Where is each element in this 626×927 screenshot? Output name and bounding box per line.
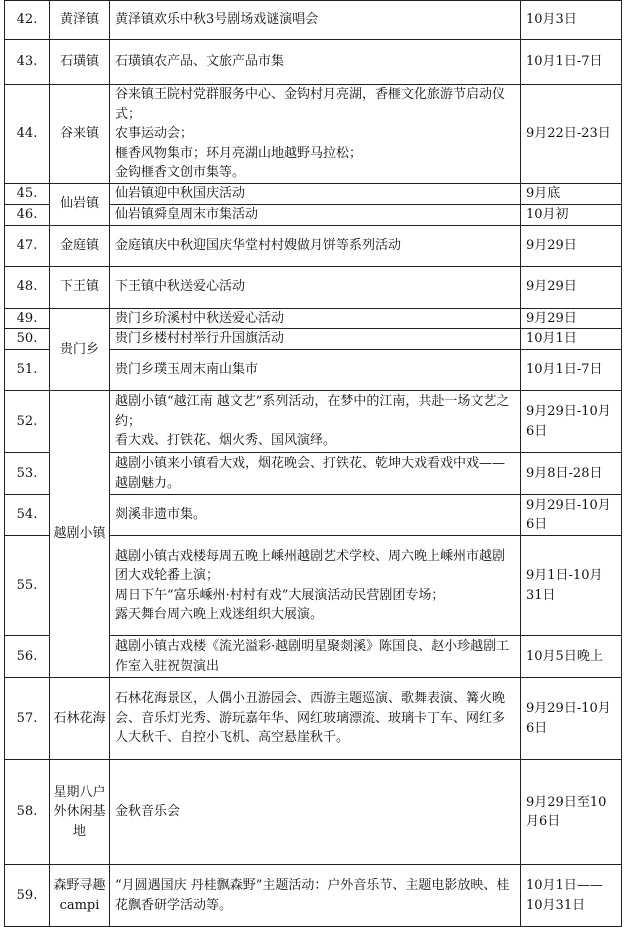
event-cell: 黄泽镇欢乐中秋3号剧场戏谜演唱会 <box>110 1 521 40</box>
township-cell: 贵门乡 <box>50 308 110 391</box>
township-cell: 下王镇 <box>50 266 110 308</box>
table-row <box>5 85 622 184</box>
row-number: 48. <box>5 266 50 308</box>
row-number: 51. <box>5 350 50 391</box>
row-number: 56. <box>5 636 50 678</box>
table-row <box>5 678 622 760</box>
township-cell: 森野寻趣campi <box>50 865 110 927</box>
date-cell: 10月1日-7日 <box>521 350 622 391</box>
date-cell: 9月1日-10月31日 <box>521 536 622 636</box>
date-cell: 9月29日-10月6日 <box>521 495 622 536</box>
date-cell: 9月8日-28日 <box>521 453 622 495</box>
event-cell: “月圆遇国庆 丹桂飘森野”主题活动：户外音乐节、主题电影放映、桂花飘香研学活动等。 <box>110 865 521 927</box>
table-row <box>5 308 622 329</box>
date-cell: 9月29日 <box>521 266 622 308</box>
event-cell: 仙岩镇迎中秋国庆活动 <box>110 183 521 204</box>
date-cell: 9月29日 <box>521 308 622 329</box>
row-number: 59. <box>5 865 50 927</box>
event-cell: 金秋音乐会 <box>110 760 521 865</box>
date-cell: 10月初 <box>521 204 622 225</box>
event-cell: 下王镇中秋送爱心活动 <box>110 266 521 308</box>
row-number: 54. <box>5 495 50 536</box>
date-cell: 10月3日 <box>521 1 622 40</box>
date-cell: 10月1日 <box>521 329 622 350</box>
date-cell: 9月29日-10月6日 <box>521 391 622 453</box>
event-cell: 贵门乡璞玉周末南山集市 <box>110 350 521 391</box>
event-cell: 越剧小镇“越江南 越文艺”系列活动，在梦中的江南，共赴一场文艺之约； 看大戏、打铁花、烟火秀、国风演绎。 <box>110 391 521 453</box>
event-cell: 贵门乡玠溪村中秋送爱心活动 <box>110 308 521 329</box>
table-row <box>5 266 622 308</box>
event-cell: 谷来镇王院村党群服务中心、金钩村月亮湖，香榧文化旅游节启动仪式； 农事运动会； 榧香风物集市；环月亮湖山地越野马拉松； 金钩榧香文创市集等。 <box>110 85 521 184</box>
table-row <box>5 40 622 85</box>
row-number: 49. <box>5 308 50 329</box>
row-number: 46. <box>5 204 50 225</box>
event-cell: 越剧小镇古戏楼《流光溢彩·越剧明星聚剡溪》陈国良、赵小珍越剧工作室入驻祝贺演出 <box>110 636 521 678</box>
event-cell: 仙岩镇舜皇周末市集活动 <box>110 204 521 225</box>
table-row <box>5 183 622 204</box>
row-number: 53. <box>5 453 50 495</box>
event-cell: 石璜镇农产品、文旅产品市集 <box>110 40 521 85</box>
date-cell: 9月22日-23日 <box>521 85 622 184</box>
date-cell: 10月1日-7日 <box>521 40 622 85</box>
township-cell: 石璜镇 <box>50 40 110 85</box>
township-cell: 仙岩镇 <box>50 183 110 225</box>
event-cell: 剡溪非遗市集。 <box>110 495 521 536</box>
table-row <box>5 225 622 266</box>
row-number: 57. <box>5 678 50 760</box>
event-cell: 贵门乡楼村村举行升国旗活动 <box>110 329 521 350</box>
township-cell: 石林花海 <box>50 678 110 760</box>
date-cell: 9月底 <box>521 183 622 204</box>
event-cell: 金庭镇庆中秋迎国庆华堂村村嫂做月饼等系列活动 <box>110 225 521 266</box>
township-cell: 越剧小镇 <box>50 391 110 678</box>
row-number: 55. <box>5 536 50 636</box>
row-number: 44. <box>5 85 50 184</box>
event-cell: 石林花海景区，人偶小丑游园会、西游主题巡演、歌舞表演、篝火晚会、音乐灯光秀、游玩嘉年华、网红玻璃漂流、玻璃卡丁车、网红多人大秋千、自控小飞机、高空悬崖秋千。 <box>110 678 521 760</box>
row-number: 45. <box>5 183 50 204</box>
date-cell: 10月5日晚上 <box>521 636 622 678</box>
row-number: 58. <box>5 760 50 865</box>
township-cell: 金庭镇 <box>50 225 110 266</box>
table-row <box>5 865 622 927</box>
date-cell: 9月29日 <box>521 225 622 266</box>
township-cell: 星期八户外休闲基地 <box>50 760 110 865</box>
table-row <box>5 391 622 453</box>
row-number: 42. <box>5 1 50 40</box>
row-number: 47. <box>5 225 50 266</box>
event-cell: 越剧小镇古戏楼每周五晚上嵊州越剧艺术学校、周六晚上嵊州市越剧团大戏轮番上演； 周日下午“富乐嵊州·村村有戏”大展演活动民营剧团专场； 露天舞台周六晚上戏迷组织大展演。 <box>110 536 521 636</box>
township-cell: 黄泽镇 <box>50 1 110 40</box>
table-row <box>5 1 622 40</box>
row-number: 50. <box>5 329 50 350</box>
events-table <box>4 0 622 927</box>
table-row <box>5 760 622 865</box>
date-cell: 9月29日-10月6日 <box>521 678 622 760</box>
township-cell: 谷来镇 <box>50 85 110 184</box>
row-number: 43. <box>5 40 50 85</box>
date-cell: 9月29日至10月6日 <box>521 760 622 865</box>
row-number: 52. <box>5 391 50 453</box>
date-cell: 10月1日——10月31日 <box>521 865 622 927</box>
event-cell: 越剧小镇来小镇看大戏，烟花晚会、打铁花、乾坤大戏看戏中戏——越剧魅力。 <box>110 453 521 495</box>
